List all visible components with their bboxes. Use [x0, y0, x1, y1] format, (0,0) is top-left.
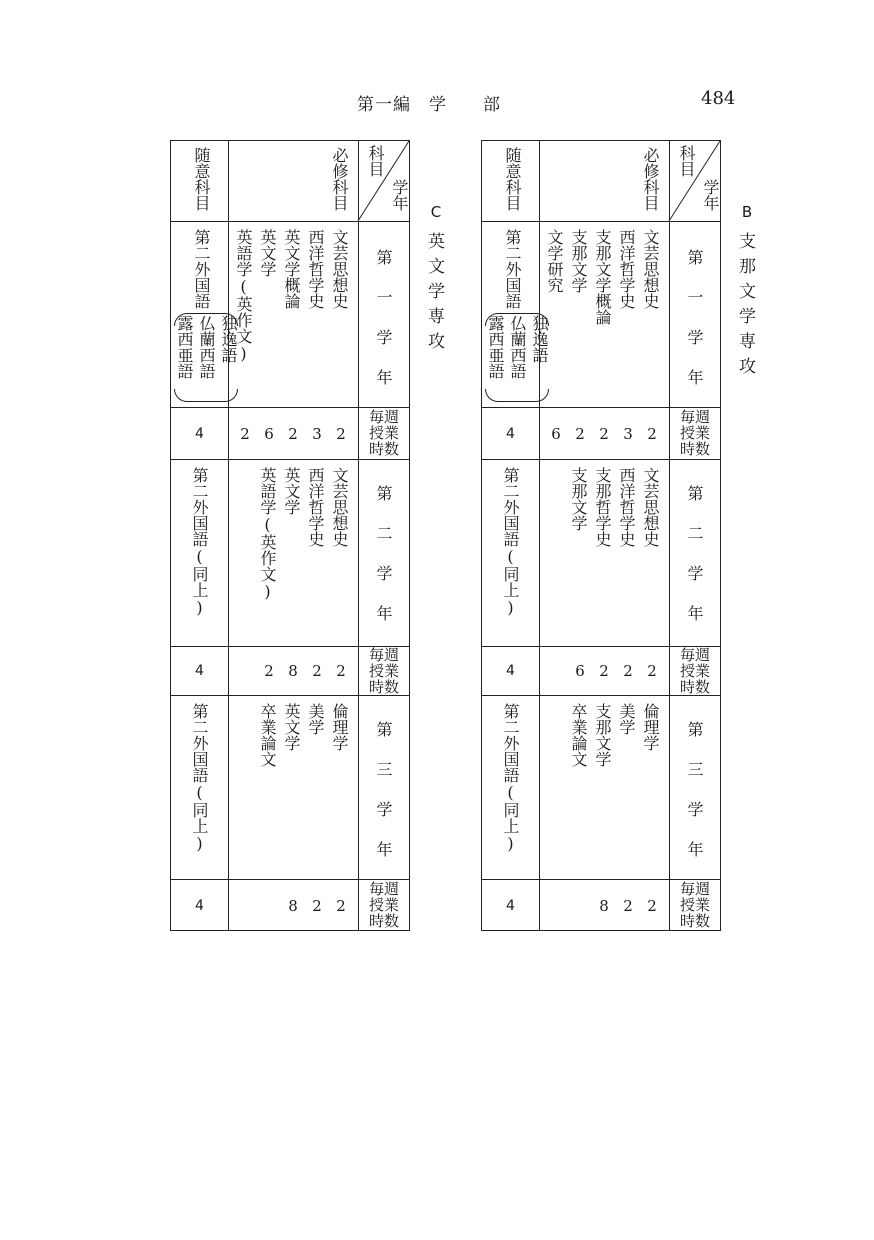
curriculum-table-english	[170, 140, 410, 931]
year2-label: 第二学年	[374, 485, 393, 645]
corner-subject-label: 科目	[366, 145, 385, 177]
elective-subjects-label: 随意科目	[192, 147, 211, 211]
year3-label: 第三学年	[374, 721, 393, 881]
language-item: 仏蘭西語	[508, 315, 527, 379]
subject-item: 卒業論文	[569, 703, 588, 767]
subject-item: 文芸思想史	[330, 467, 349, 547]
subject-item: 文芸思想史	[641, 467, 660, 547]
subject-item: 西洋哲学史	[306, 229, 325, 309]
section-c-letter: C	[427, 203, 445, 221]
subject-item: 倫理学	[330, 703, 349, 751]
bracket-top	[485, 313, 549, 326]
elective-hours: 4	[195, 663, 204, 679]
hours-label: 毎週 授業 時数	[368, 408, 399, 458]
elective-item: 第二外国語(同上)	[501, 703, 520, 853]
page-number: 484	[701, 88, 736, 109]
subject-item: 西洋哲学史	[617, 467, 636, 547]
bracket-bottom	[485, 389, 549, 402]
subject-item: 英文学概論	[282, 229, 301, 309]
subject-item: 支那文学	[569, 229, 588, 293]
subject-item: 支那文学	[569, 467, 588, 531]
running-head: 第一編 学 部	[357, 95, 501, 115]
subject-item: 美学	[617, 703, 636, 735]
language-item: 露西亜語	[175, 315, 194, 379]
year1-label: 第一学年	[685, 249, 704, 409]
year3-hours: 228	[288, 897, 346, 915]
elective-head: 第二外国語	[503, 229, 522, 309]
curriculum-table-chinese	[481, 140, 721, 931]
hours-label: 毎週 授業 時数	[679, 646, 710, 696]
subject-item: 卒業論文	[258, 703, 277, 767]
subject-item: 英語学(英作文)	[258, 467, 277, 601]
elective-hours: 4	[195, 898, 204, 914]
subject-item: 美学	[306, 703, 325, 735]
subject-item: 文芸思想史	[330, 229, 349, 309]
subject-item: 英文学	[258, 229, 277, 277]
section-b-title: 支那文学専攻	[735, 232, 755, 382]
subject-item: 英語学(英作文)	[234, 229, 253, 363]
bracket-top	[174, 313, 238, 326]
year3-label: 第三学年	[685, 721, 704, 881]
elective-item: 第二外国語(同上)	[190, 467, 209, 617]
language-item: 露西亜語	[486, 315, 505, 379]
elective-hours: 4	[506, 663, 515, 679]
subject-item: 英文学	[282, 467, 301, 515]
elective-item: 第二外国語(同上)	[190, 703, 209, 853]
corner-subject-label: 科目	[677, 145, 696, 177]
hours-label: 毎週 授業 時数	[368, 880, 399, 930]
language-item: 仏蘭西語	[197, 315, 216, 379]
required-subjects-label: 必修科目	[330, 147, 349, 211]
hours-label: 毎週 授業 時数	[679, 408, 710, 458]
elective-hours: 4	[195, 426, 204, 442]
corner-year-label: 学年	[390, 179, 409, 211]
bracket-bottom	[174, 389, 238, 402]
year1-label: 第一学年	[374, 249, 393, 409]
subject-item: 支那文学概論	[593, 229, 612, 325]
subject-item: 支那哲学史	[593, 467, 612, 547]
elective-head: 第二外国語	[192, 229, 211, 309]
elective-hours: 4	[506, 426, 515, 442]
year1-hours: 23262	[240, 425, 346, 443]
year2-hours: 2282	[264, 662, 346, 680]
section-c-title: 英文学専攻	[424, 232, 444, 357]
hours-label: 毎週 授業 時数	[679, 880, 710, 930]
year2-hours: 2226	[575, 662, 657, 680]
elective-subjects-label: 随意科目	[503, 147, 522, 211]
subject-item: 文芸思想史	[641, 229, 660, 309]
year2-label: 第二学年	[685, 485, 704, 645]
elective-hours: 4	[506, 898, 515, 914]
year1-hours: 23226	[551, 425, 657, 443]
hours-label: 毎週 授業 時数	[368, 646, 399, 696]
required-subjects-label: 必修科目	[641, 147, 660, 211]
subject-item: 支那文学	[593, 703, 612, 767]
corner-year-label: 学年	[701, 179, 720, 211]
subject-item: 倫理学	[641, 703, 660, 751]
subject-item: 文学研究	[545, 229, 564, 293]
subject-item: 西洋哲学史	[617, 229, 636, 309]
language-item: 独逸語	[530, 315, 549, 363]
subject-item: 西洋哲学史	[306, 467, 325, 547]
language-item: 独逸語	[219, 315, 238, 363]
section-b-letter: B	[738, 203, 756, 221]
elective-item: 第二外国語(同上)	[501, 467, 520, 617]
subject-item: 英文学	[282, 703, 301, 751]
year3-hours: 228	[599, 897, 657, 915]
